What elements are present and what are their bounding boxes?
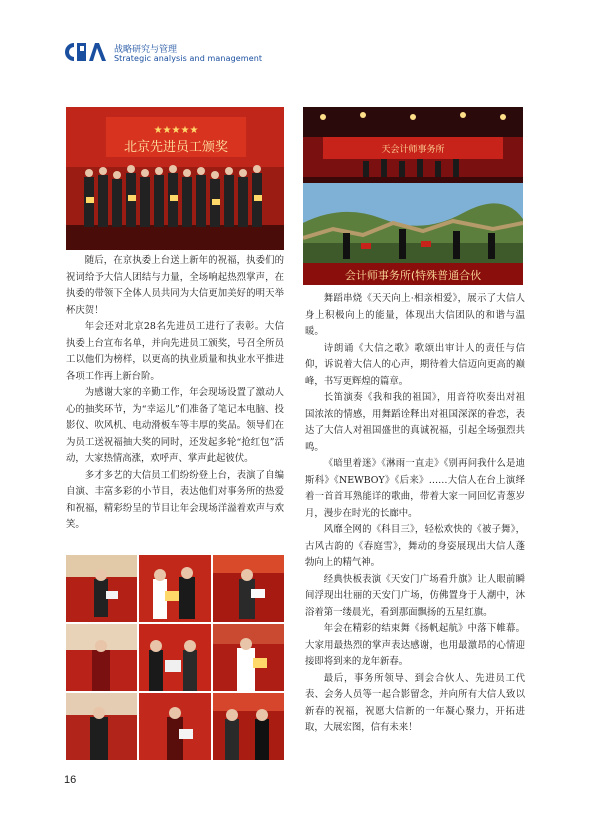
photo-prize-winner-5	[139, 624, 211, 691]
paragraph: 长笛演奏《我和我的祖国》，用音符吹奏出对祖国浓浓的情感，用舞蹈诠释出对祖国深深的眷恋，表达了大信人对祖国盛世的真诚祝福，引起全场强烈共鸣。	[305, 392, 525, 453]
svg-text:会计师事务所(特殊普通合伙: 会计师事务所(特殊普通合伙	[344, 269, 482, 282]
photo-prize-winner-9	[213, 693, 284, 760]
paragraph: 年会还对北京28名先进员工进行了表彰。大信执委上台宣布名单，并向先进员工颁奖，号召全所员工以他们为榜样，以更高的执业质量和执业水平推进各项工作再上新台阶。	[66, 321, 284, 382]
photo-great-wall-performance	[303, 183, 523, 285]
photo-prize-winner-8	[139, 693, 211, 760]
cpa-logo	[62, 40, 108, 64]
photo-prize-winner-3	[213, 555, 284, 622]
paragraph: 《暗里着迷》《淋雨一直走》《别再问我什么是迪斯科》《NEWBOY》《后来》……大信人在台上演绎着一首首耳熟能详的歌曲，带着大家一同回忆青葱岁月，漫步在时光的长廊中。	[305, 458, 525, 519]
paragraph: 风靡全网的《科目三》，轻松欢快的《被子舞》，古风古韵的《春庭雪》，舞动的身姿展现出大信人蓬勃向上的精气神。	[305, 524, 525, 568]
photo-award-ceremony	[66, 107, 284, 250]
right-text-column	[305, 291, 525, 737]
paragraph: 年会在精彩的结束舞《扬帆起航》中落下帷幕。大家用最热烈的掌声表达感谢，也用最激昂的心情迎接即将到来的龙年新春。	[305, 623, 525, 667]
svg-text:北京先进员工颁奖: 北京先进员工颁奖	[123, 140, 229, 155]
paragraph: 随后，在京执委上台送上新年的祝福，执委们的祝词给予大信人团结与力量，全场响起热烈掌声，在执委的带领下全体人员共同为大信更加美好的明天举杯庆贺！	[66, 255, 284, 316]
paragraph: 诗朗诵《大信之歌》歌颂出审计人的责任与信仰，诉说着大信人的心声，期待着大信迈向更高的巅峰，书写更辉煌的篇章。	[305, 342, 525, 387]
paragraph: 经典快板表演《天安门广场看升旗》让人眼前瞬间浮现出壮丽的天安门广场，仿佛置身于人潮中，沐浴着第一缕晨光，看到那面飘扬的五星红旗。	[305, 573, 525, 618]
svg-text:★★★★★: ★★★★★	[153, 125, 199, 136]
paragraph: 舞蹈串烧《天天向上·相亲相爱》，展示了大信人身上积极向上的能量，体现出大信团队的和谐与温暖。	[305, 293, 525, 337]
svg-text:天会计师事务所: 天会计师事务所	[381, 145, 445, 155]
page-number: 16	[64, 774, 77, 786]
photo-stage-leaders	[303, 107, 523, 183]
photo-prize-winner-7	[66, 693, 137, 760]
photo-prize-winner-4	[66, 624, 137, 691]
brand-title-en: Strategic analysis and management	[114, 54, 263, 63]
photo-prize-winner-6	[213, 624, 284, 691]
photo-prize-winner-1	[66, 555, 137, 622]
paragraph: 最后，事务所领导、到会合伙人、先进员工代表、会务人员等一起合影留念，并向所有大信人致以新春的祝福，祝愿大信新的一年凝心聚力，开拓进取，大展宏图，信有未来！	[305, 672, 525, 733]
photo-prize-winner-2	[139, 555, 211, 622]
left-text-column	[66, 253, 284, 534]
paragraph: 为感谢大家的辛勤工作，年会现场设置了激动人心的抽奖环节，为“幸运儿”们准备了笔记本电脑、投影仪、吹风机、电动滑板车等丰厚的奖品。领导们在为员工送祝福抽大奖的同时，还发起多轮“抢红包”活动，大家热情高涨，欢呼声、掌声此起彼伏。	[66, 387, 284, 464]
paragraph: 多才多艺的大信员工们纷纷登上台，表演了自编自演、丰富多彩的小节目，表达他们对事务所的热爱和祝福，精彩纷呈的节目让年会现场洋溢着欢声与欢笑。	[66, 469, 284, 530]
brand-title-cn: 战略研究与管理	[114, 45, 178, 55]
